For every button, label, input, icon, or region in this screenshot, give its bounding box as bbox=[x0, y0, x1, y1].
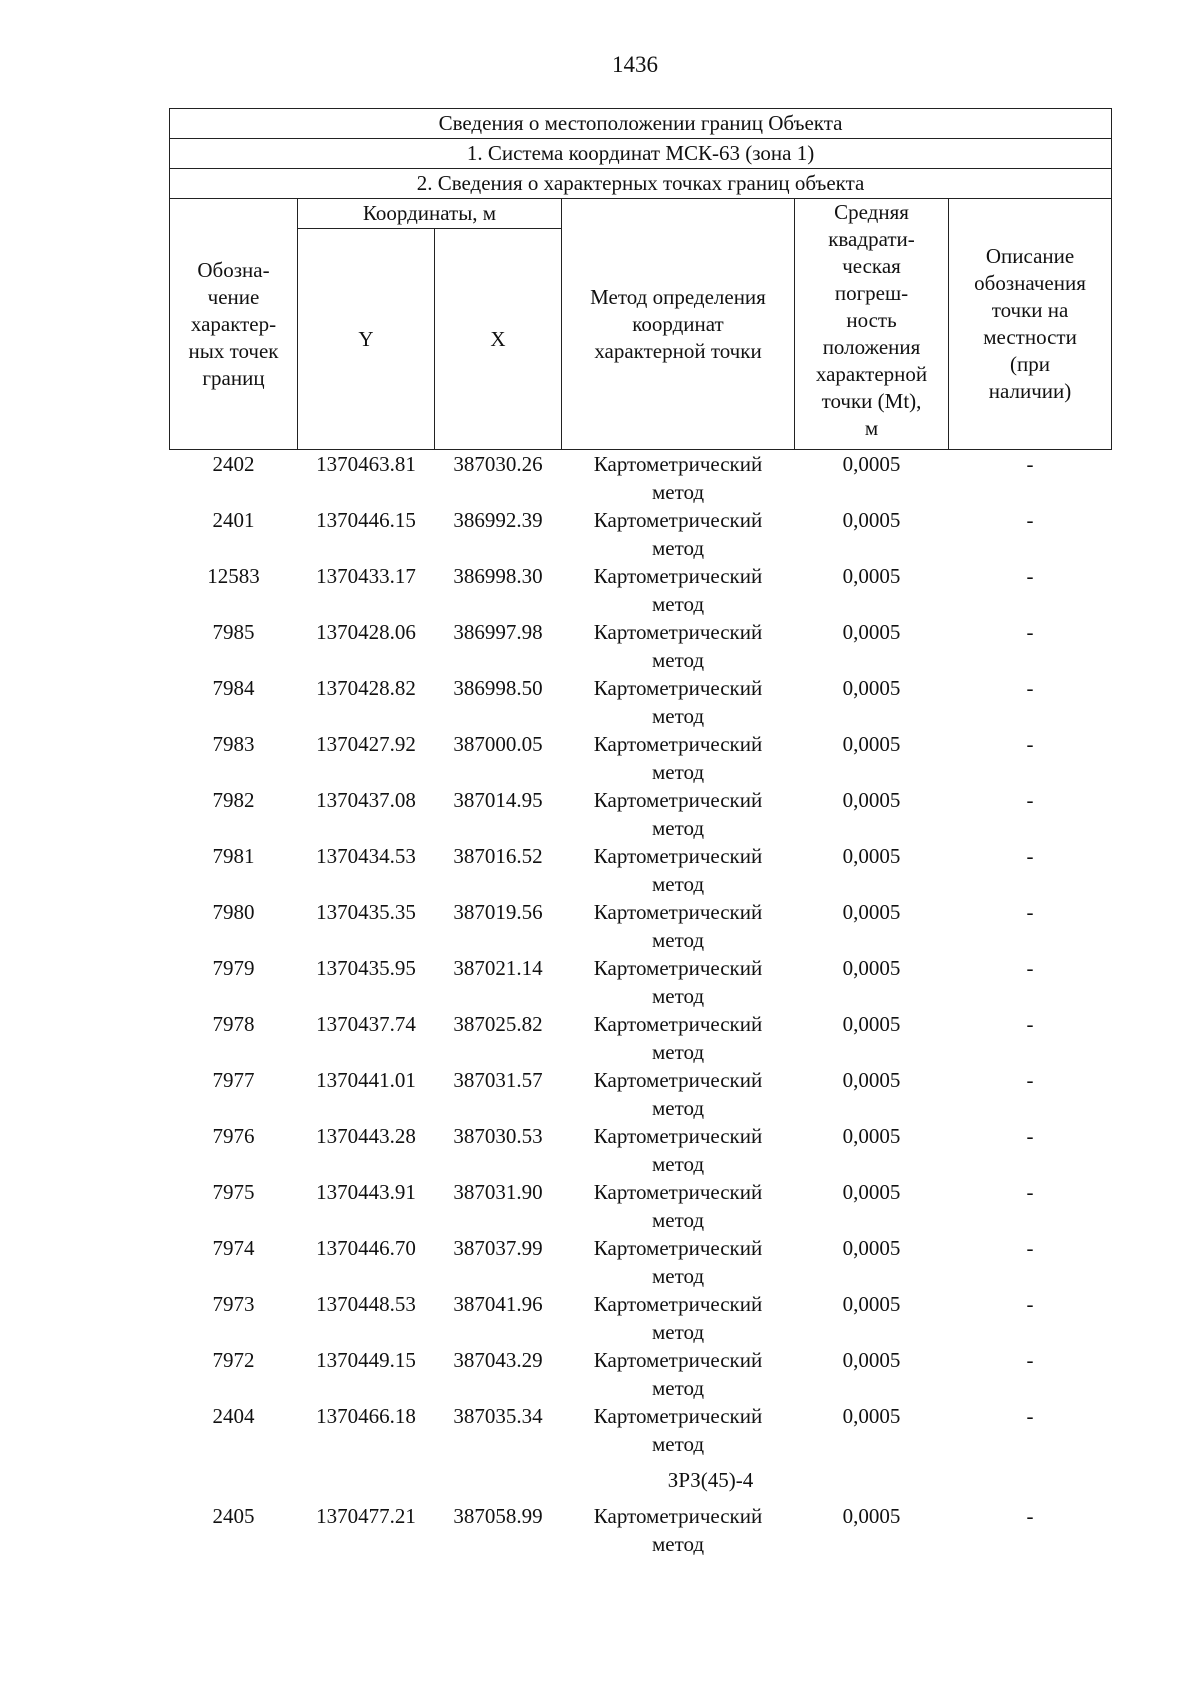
x-coordinate-cell: 387031.90 bbox=[453, 1180, 543, 1204]
boundary-points-table bbox=[169, 108, 1112, 1558]
y-coordinate-cell: 1370435.95 bbox=[316, 956, 416, 980]
y-coordinate-cell: 1370448.53 bbox=[316, 1292, 416, 1316]
y-coordinate-cell: 1370433.17 bbox=[316, 564, 416, 588]
point-id-cell: 7983 bbox=[212, 732, 255, 756]
table-row bbox=[170, 1346, 1112, 1402]
method-cell: Картометрический метод bbox=[593, 452, 763, 504]
x-coordinate-cell: 387000.05 bbox=[453, 732, 543, 756]
table-row bbox=[170, 618, 1112, 674]
table-row bbox=[170, 562, 1112, 618]
header-error bbox=[795, 199, 949, 450]
description-cell: - bbox=[1026, 1504, 1034, 1528]
point-id-cell: 7984 bbox=[212, 676, 255, 700]
point-id-cell: 7972 bbox=[212, 1348, 255, 1372]
error-cell: 0,0005 bbox=[842, 564, 901, 588]
y-coordinate-cell: 1370427.92 bbox=[316, 732, 416, 756]
x-coordinate-cell: 386992.39 bbox=[453, 508, 543, 532]
x-coordinate-cell: 387035.34 bbox=[453, 1404, 543, 1428]
point-id-cell: 2404 bbox=[212, 1404, 255, 1428]
description-cell: - bbox=[1026, 788, 1034, 812]
description-cell: - bbox=[1026, 620, 1034, 644]
y-coordinate-cell: 1370443.28 bbox=[316, 1124, 416, 1148]
x-coordinate-cell: 386997.98 bbox=[453, 620, 543, 644]
point-id-cell: 7978 bbox=[212, 1012, 255, 1036]
x-coordinate-cell: 386998.30 bbox=[453, 564, 543, 588]
error-cell: 0,0005 bbox=[842, 1404, 901, 1428]
x-coordinate-cell: 387025.82 bbox=[453, 1012, 543, 1036]
error-cell: 0,0005 bbox=[842, 508, 901, 532]
y-coordinate-cell: 1370428.82 bbox=[316, 676, 416, 700]
description-cell: - bbox=[1026, 508, 1034, 532]
header-description-text: Описание обозначения точки на местности (при наличии) bbox=[974, 244, 1086, 403]
table-row bbox=[170, 1402, 1112, 1458]
description-cell: - bbox=[1026, 900, 1034, 924]
table-row bbox=[170, 1178, 1112, 1234]
error-cell: 0,0005 bbox=[842, 1012, 901, 1036]
y-coordinate-cell: 1370466.18 bbox=[316, 1404, 416, 1428]
method-cell: Картометрический метод bbox=[593, 620, 763, 672]
error-cell: 0,0005 bbox=[842, 452, 901, 476]
section-title: 2. Сведения о характерных точках границ объекта bbox=[170, 169, 1112, 199]
description-cell: - bbox=[1026, 1348, 1034, 1372]
x-coordinate-cell: 387041.96 bbox=[453, 1292, 543, 1316]
x-coordinate-cell: 387021.14 bbox=[453, 956, 543, 980]
error-cell: 0,0005 bbox=[842, 956, 901, 980]
description-cell: - bbox=[1026, 452, 1034, 476]
method-cell: Картометрический метод bbox=[593, 1348, 763, 1400]
point-id-cell: 7985 bbox=[212, 620, 255, 644]
description-cell: - bbox=[1026, 1404, 1034, 1428]
x-coordinate-cell: 387019.56 bbox=[453, 900, 543, 924]
subsection-label: ЗРЗ(45)-4 bbox=[667, 1468, 754, 1492]
table-row bbox=[170, 1066, 1112, 1122]
point-id-cell: 2405 bbox=[212, 1504, 255, 1528]
point-id-cell: 7980 bbox=[212, 900, 255, 924]
y-coordinate-cell: 1370441.01 bbox=[316, 1068, 416, 1092]
table-row bbox=[170, 954, 1112, 1010]
header-designation bbox=[170, 199, 298, 450]
error-cell: 0,0005 bbox=[842, 1236, 901, 1260]
description-cell: - bbox=[1026, 844, 1034, 868]
subsection-row bbox=[170, 1458, 1112, 1502]
header-method-text: Метод определения координат характерной точки bbox=[590, 284, 766, 363]
table-row bbox=[170, 786, 1112, 842]
point-id-cell: 7974 bbox=[212, 1236, 255, 1260]
point-id-cell: 7973 bbox=[212, 1292, 255, 1316]
header-error-text: Средняя квадрати- ческая погреш- ность положения характерной точки (Mt), м bbox=[815, 200, 928, 440]
method-cell: Картометрический метод bbox=[593, 1012, 763, 1064]
error-cell: 0,0005 bbox=[842, 620, 901, 644]
y-coordinate-cell: 1370437.08 bbox=[316, 788, 416, 812]
table-row bbox=[170, 730, 1112, 786]
method-cell: Картометрический метод bbox=[593, 1236, 763, 1288]
description-cell: - bbox=[1026, 1124, 1034, 1148]
table-body bbox=[170, 450, 1112, 1559]
method-cell: Картометрический метод bbox=[593, 564, 763, 616]
description-cell: - bbox=[1026, 1012, 1034, 1036]
point-id-cell: 7982 bbox=[212, 788, 255, 812]
error-cell: 0,0005 bbox=[842, 1124, 901, 1148]
point-id-cell: 7979 bbox=[212, 956, 255, 980]
description-cell: - bbox=[1026, 1068, 1034, 1092]
header-coordinates: Координаты, м bbox=[298, 199, 562, 229]
header-y: Y bbox=[298, 229, 435, 450]
method-cell: Картометрический метод bbox=[593, 732, 763, 784]
method-cell: Картометрический метод bbox=[593, 788, 763, 840]
y-coordinate-cell: 1370435.35 bbox=[316, 900, 416, 924]
x-coordinate-cell: 387058.99 bbox=[453, 1504, 543, 1528]
point-id-cell: 7977 bbox=[212, 1068, 255, 1092]
coordinate-system: 1. Система координат МСК-63 (зона 1) bbox=[170, 139, 1112, 169]
table-row bbox=[170, 1502, 1112, 1558]
point-id-cell: 7975 bbox=[212, 1180, 255, 1204]
table-row bbox=[170, 898, 1112, 954]
header-x: X bbox=[435, 229, 562, 450]
y-coordinate-cell: 1370463.81 bbox=[316, 452, 416, 476]
method-cell: Картометрический метод bbox=[593, 1124, 763, 1176]
point-id-cell: 7981 bbox=[212, 844, 255, 868]
x-coordinate-cell: 387016.52 bbox=[453, 844, 543, 868]
x-coordinate-cell: 387031.57 bbox=[453, 1068, 543, 1092]
x-coordinate-cell: 386998.50 bbox=[453, 676, 543, 700]
method-cell: Картометрический метод bbox=[593, 844, 763, 896]
method-cell: Картометрический метод bbox=[593, 1504, 763, 1556]
x-coordinate-cell: 387043.29 bbox=[453, 1348, 543, 1372]
y-coordinate-cell: 1370446.70 bbox=[316, 1236, 416, 1260]
table-row bbox=[170, 1122, 1112, 1178]
error-cell: 0,0005 bbox=[842, 900, 901, 924]
description-cell: - bbox=[1026, 564, 1034, 588]
description-cell: - bbox=[1026, 956, 1034, 980]
table-row bbox=[170, 842, 1112, 898]
method-cell: Картометрический метод bbox=[593, 508, 763, 560]
point-id-cell: 2402 bbox=[212, 452, 255, 476]
description-cell: - bbox=[1026, 1180, 1034, 1204]
x-coordinate-cell: 387037.99 bbox=[453, 1236, 543, 1260]
y-coordinate-cell: 1370477.21 bbox=[316, 1504, 416, 1528]
table-row bbox=[170, 506, 1112, 562]
error-cell: 0,0005 bbox=[842, 788, 901, 812]
header-designation-text: Обозна- чение характер- ных точек границ bbox=[188, 257, 279, 390]
method-cell: Картометрический метод bbox=[593, 1180, 763, 1232]
method-cell: Картометрический метод bbox=[593, 1068, 763, 1120]
y-coordinate-cell: 1370434.53 bbox=[316, 844, 416, 868]
description-cell: - bbox=[1026, 676, 1034, 700]
page-number: 1436 bbox=[612, 52, 658, 77]
method-cell: Картометрический метод bbox=[593, 900, 763, 952]
description-cell: - bbox=[1026, 732, 1034, 756]
description-cell: - bbox=[1026, 1236, 1034, 1260]
y-coordinate-cell: 1370449.15 bbox=[316, 1348, 416, 1372]
table-row bbox=[170, 674, 1112, 730]
error-cell: 0,0005 bbox=[842, 1292, 901, 1316]
error-cell: 0,0005 bbox=[842, 1180, 901, 1204]
method-cell: Картометрический метод bbox=[593, 956, 763, 1008]
y-coordinate-cell: 1370446.15 bbox=[316, 508, 416, 532]
point-id-cell: 7976 bbox=[212, 1124, 255, 1148]
method-cell: Картометрический метод bbox=[593, 1292, 763, 1344]
method-cell: Картометрический метод bbox=[593, 676, 763, 728]
error-cell: 0,0005 bbox=[842, 732, 901, 756]
x-coordinate-cell: 387030.53 bbox=[453, 1124, 543, 1148]
point-id-cell: 2401 bbox=[212, 508, 255, 532]
table-row bbox=[170, 1234, 1112, 1290]
x-coordinate-cell: 387014.95 bbox=[453, 788, 543, 812]
error-cell: 0,0005 bbox=[842, 676, 901, 700]
y-coordinate-cell: 1370443.91 bbox=[316, 1180, 416, 1204]
y-coordinate-cell: 1370437.74 bbox=[316, 1012, 416, 1036]
description-cell: - bbox=[1026, 1292, 1034, 1316]
y-coordinate-cell: 1370428.06 bbox=[316, 620, 416, 644]
table-row bbox=[170, 1010, 1112, 1066]
error-cell: 0,0005 bbox=[842, 844, 901, 868]
error-cell: 0,0005 bbox=[842, 1068, 901, 1092]
table-row bbox=[170, 1290, 1112, 1346]
table-title: Сведения о местоположении границ Объекта bbox=[170, 109, 1112, 139]
point-id-cell: 12583 bbox=[207, 564, 260, 588]
error-cell: 0,0005 bbox=[842, 1348, 901, 1372]
error-cell: 0,0005 bbox=[842, 1504, 901, 1528]
header-method bbox=[562, 199, 795, 450]
header-description bbox=[949, 199, 1112, 450]
table-row bbox=[170, 450, 1112, 507]
x-coordinate-cell: 387030.26 bbox=[453, 452, 543, 476]
method-cell: Картометрический метод bbox=[593, 1404, 763, 1456]
